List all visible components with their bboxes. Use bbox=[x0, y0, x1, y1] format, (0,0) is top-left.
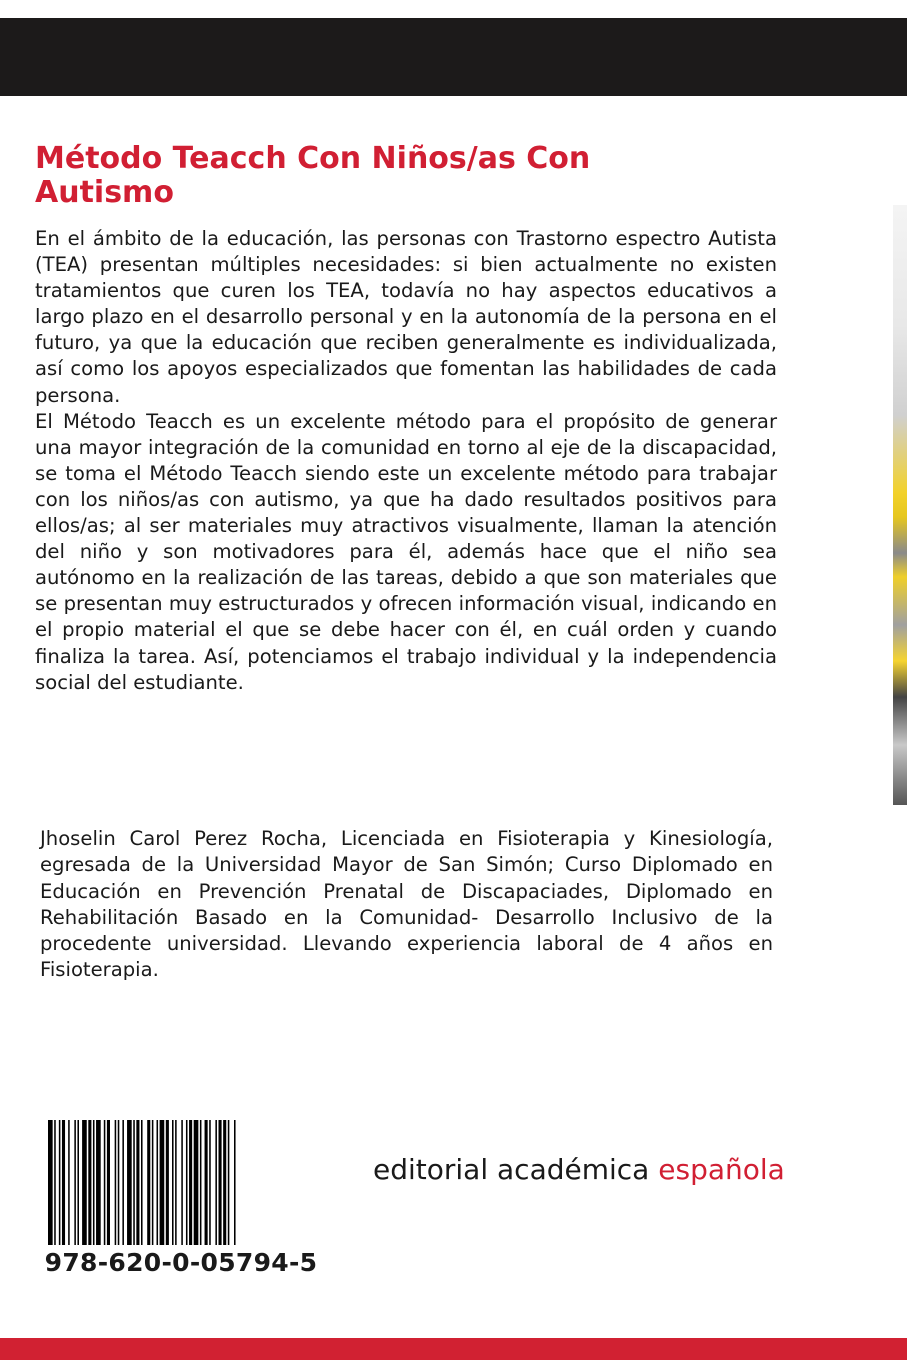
barcode-bar bbox=[157, 1120, 159, 1245]
barcode-bar bbox=[152, 1120, 154, 1245]
author-bio: Jhoselin Carol Perez Rocha, Licenciada en Fisioterapia y Kinesiología, egresada de la Universidad Mayor de San Simón; Curso Diplomado en Educación en Prevención Prenatal de Discapaciades, Diplomado en Rehabilitación Basado en la Comunidad- Desarrollo Inclusivo de la procedente universidad. Llevando experiencia laboral de 4 años en Fisioterapia. bbox=[40, 827, 773, 982]
barcode-bar bbox=[127, 1120, 132, 1245]
barcode-bar bbox=[141, 1120, 143, 1245]
barcode-block bbox=[42, 1108, 320, 1278]
barcode-bar bbox=[186, 1120, 188, 1245]
barcode-bar bbox=[48, 1120, 53, 1245]
bottom-red-band bbox=[0, 1338, 907, 1360]
description-paragraph: En el ámbito de la educación, las personas con Trastorno espectro Autista (TEA) presentan múltiples necesidades: si bien actualmente no existen tratamientos que curen los TEA, todavía no hay aspectos educativos a largo plazo en el desarrollo personal y en la autonomía de la persona en el futuro, ya que la educación que reciben generalmente es individualizada, así como los apoyos especializados que fomentan las habilidades de cada persona. bbox=[35, 227, 777, 407]
barcode-bar bbox=[59, 1120, 61, 1245]
isbn-number: 978-620-0-05794-5 bbox=[44, 1248, 318, 1277]
barcode-bar bbox=[93, 1120, 95, 1245]
publisher-name-accent: española bbox=[658, 1153, 785, 1186]
barcode-bar bbox=[82, 1120, 87, 1245]
barcode-bar bbox=[147, 1120, 150, 1245]
book-description bbox=[35, 226, 777, 696]
barcode-bar bbox=[118, 1120, 120, 1245]
publisher-logo bbox=[373, 1150, 793, 1190]
barcode-bar bbox=[88, 1120, 91, 1245]
barcode-bar bbox=[234, 1120, 236, 1245]
description-paragraph: El Método Teacch es un excelente método para el propósito de generar una mayor integración de la comunidad en torno al eje de la discapacidad, se toma el Método Teacch siendo este un excelente método para trabajar con los niños/as con autismo, ya que ha dado resultados positivos para ellos/as; al ser materiales muy atractivos visualmente, llaman la atención del niño y son motivadores para él, además hace que el niño sea autónomo en la realización de las tareas, debido a que son materiales que se presentan muy estructurados y ofrecen información visual, indicando en el propio material el que se debe hacer con él, en cuál orden y cuando finaliza la tarea. Así, potenciamos el trabajo individual y la independencia social del estudiante. bbox=[35, 409, 777, 694]
barcode-bar bbox=[68, 1120, 70, 1245]
cover-photo-edge bbox=[893, 205, 907, 805]
barcode-bar bbox=[107, 1120, 110, 1245]
barcode-bar bbox=[223, 1120, 226, 1245]
barcode-bar bbox=[96, 1120, 101, 1245]
barcode-bar bbox=[104, 1120, 106, 1245]
barcode-bar bbox=[166, 1120, 169, 1245]
barcode-bar bbox=[228, 1120, 230, 1245]
barcode-bar bbox=[181, 1120, 183, 1245]
barcode-bar bbox=[209, 1120, 211, 1245]
barcode-bar bbox=[133, 1120, 135, 1245]
barcode-bar bbox=[74, 1120, 76, 1245]
barcode-bar bbox=[172, 1120, 174, 1245]
barcode-bar bbox=[54, 1120, 56, 1245]
barcode-image bbox=[48, 1120, 314, 1245]
publisher-name: editorial académica bbox=[373, 1153, 650, 1186]
barcode-bar bbox=[215, 1120, 217, 1245]
barcode-bar bbox=[175, 1120, 177, 1245]
barcode-bar bbox=[194, 1120, 199, 1245]
barcode-bar bbox=[160, 1120, 165, 1245]
top-dark-band bbox=[0, 18, 907, 96]
barcode-bar bbox=[122, 1120, 124, 1245]
book-title: Método Teacch Con Niños/as Con Autismo bbox=[35, 141, 591, 210]
barcode-bar bbox=[136, 1120, 139, 1245]
barcode-bar bbox=[115, 1120, 117, 1245]
barcode-bar bbox=[200, 1120, 202, 1245]
barcode-bar bbox=[205, 1120, 208, 1245]
barcode-bar bbox=[189, 1120, 192, 1245]
barcode-bar bbox=[219, 1120, 222, 1245]
barcode-bar bbox=[62, 1120, 65, 1245]
barcode-bar bbox=[77, 1120, 79, 1245]
